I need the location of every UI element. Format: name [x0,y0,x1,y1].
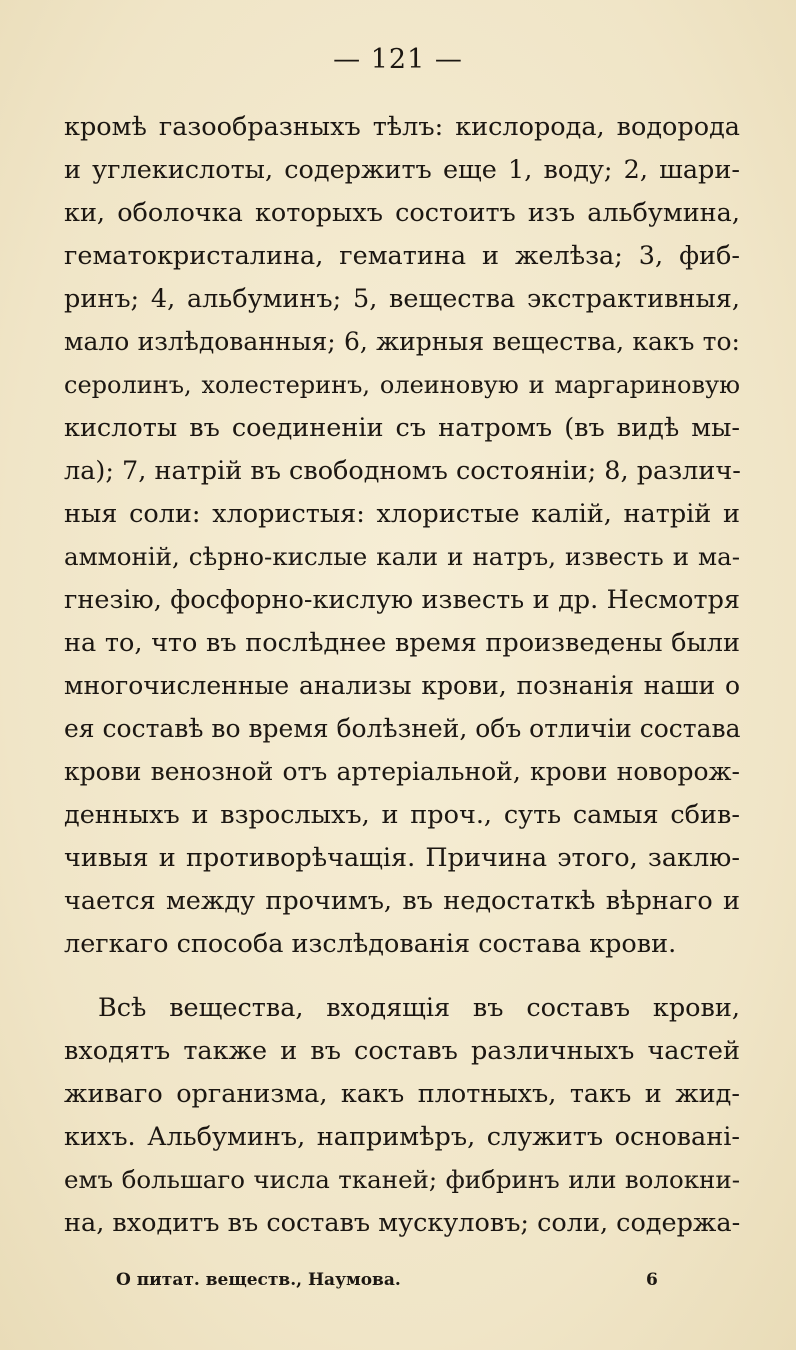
text-line: входятъ также и въ составъ различныхъ частей [64,1036,740,1066]
text-line: гнезiю, фосфорно-кислую известь и др. Несмотря [64,585,740,615]
text-line: крови венозной отъ артерiальной, крови новорож- [64,757,740,786]
text-line: серолинъ, холестеринъ, олеиновую и маргариновую [64,371,740,399]
signature-line: О питат. веществ., Наумова. [116,1270,401,1290]
page-number: — 121 — [333,44,463,75]
text-line: ея составѣ во время болѣзней, объ отличiи состава [64,714,741,743]
text-line: на, входитъ въ составъ мускуловъ; соли, содержа- [64,1208,741,1238]
text-line: ныя соли: хлористыя: хлористые калiй, натрiй и [64,499,740,529]
text-line: на то, что въ послѣднее время произведены были [64,628,740,658]
text-line: аммонiй, сѣрно-кислые кали и натръ, известь и ма- [64,542,740,571]
text-line: кихъ. Альбуминъ, напримѣръ, служитъ основанi- [64,1122,740,1152]
text-line: кислоты въ соединенiи съ натромъ (въ видѣ мы- [64,413,740,443]
text-line: ринъ; 4, альбуминъ; 5, вещества экстрактивныя, [64,284,740,314]
text-line: кромѣ газообразныхъ тѣлъ: кислорода, водорода [64,112,740,142]
text-line: емъ большаго числа тканей; фибринъ или волокни- [64,1165,740,1194]
text-line: чается между прочимъ, въ недостаткѣ вѣрнаго и [64,886,740,916]
text-line: гематокристалина, гематина и желѣза; 3, фиб- [64,241,740,271]
sheet-number: 6 [646,1270,658,1290]
text-line: многочисленные анализы крови, познанiя наши о [64,671,740,700]
text-line: ла); 7, натрiй въ свободномъ состоянiи; 8, различ- [64,456,741,486]
text-line: ки, оболочка которыхъ состоитъ изъ альбумина, [64,198,740,228]
text-line: чивыя и противорѣчащiя. Причина этого, заклю- [64,843,740,873]
text-line: и углекислоты, содержитъ еще 1, воду; 2, шари- [64,155,740,185]
text-line: живаго организма, какъ плотныхъ, такъ и жид- [64,1079,740,1109]
text-line: Всѣ вещества, входящiя въ составъ крови, [98,993,740,1023]
text-line: мало излѣдованныя; 6, жирныя вещества, какъ то: [64,327,740,356]
text-line: денныхъ и взрослыхъ, и проч., суть самыя сбив- [64,800,740,830]
text-line: легкаго способа изслѣдованiя состава крови. [64,929,677,959]
page-footer [116,1270,656,1290]
